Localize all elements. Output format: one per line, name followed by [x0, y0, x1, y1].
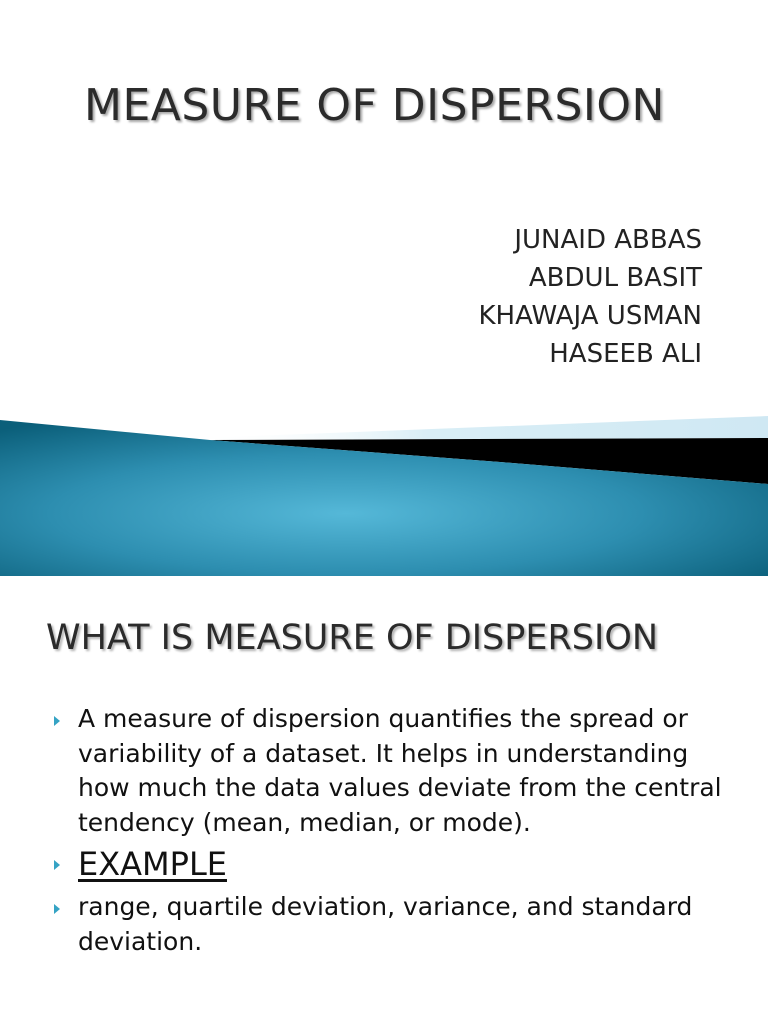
content-slide — [0, 576, 768, 1024]
bullet-item — [54, 890, 744, 959]
bullet-item — [54, 702, 744, 840]
author-name: HASEEB ALI — [549, 339, 702, 369]
author-name: KHAWAJA USMAN — [478, 301, 702, 331]
bullet-item — [54, 844, 744, 884]
bullet-heading: EXAMPLE — [78, 845, 227, 883]
slide-title: MEASURE OF DISPERSION — [84, 80, 665, 131]
bullet-arrow-icon — [54, 904, 60, 914]
bullet-text: A measure of dispersion quantifies the spread or variability of a dataset. It helps in understanding how much the data values deviate from the central tendency (mean, median, or mode). — [78, 704, 722, 837]
author-name: ABDUL BASIT — [528, 263, 702, 293]
bullet-text: range, quartile deviation, variance, and standard deviation. — [78, 892, 693, 956]
author-name: JUNAID ABBAS — [514, 225, 702, 255]
banner-light-stripe — [200, 416, 768, 440]
bullet-arrow-icon — [54, 860, 60, 870]
slide-title: WHAT IS MEASURE OF DISPERSION — [46, 618, 659, 658]
bullet-arrow-icon — [54, 716, 60, 726]
bullet-list — [54, 702, 744, 959]
decorative-banner — [0, 410, 768, 576]
author-list — [478, 221, 702, 373]
